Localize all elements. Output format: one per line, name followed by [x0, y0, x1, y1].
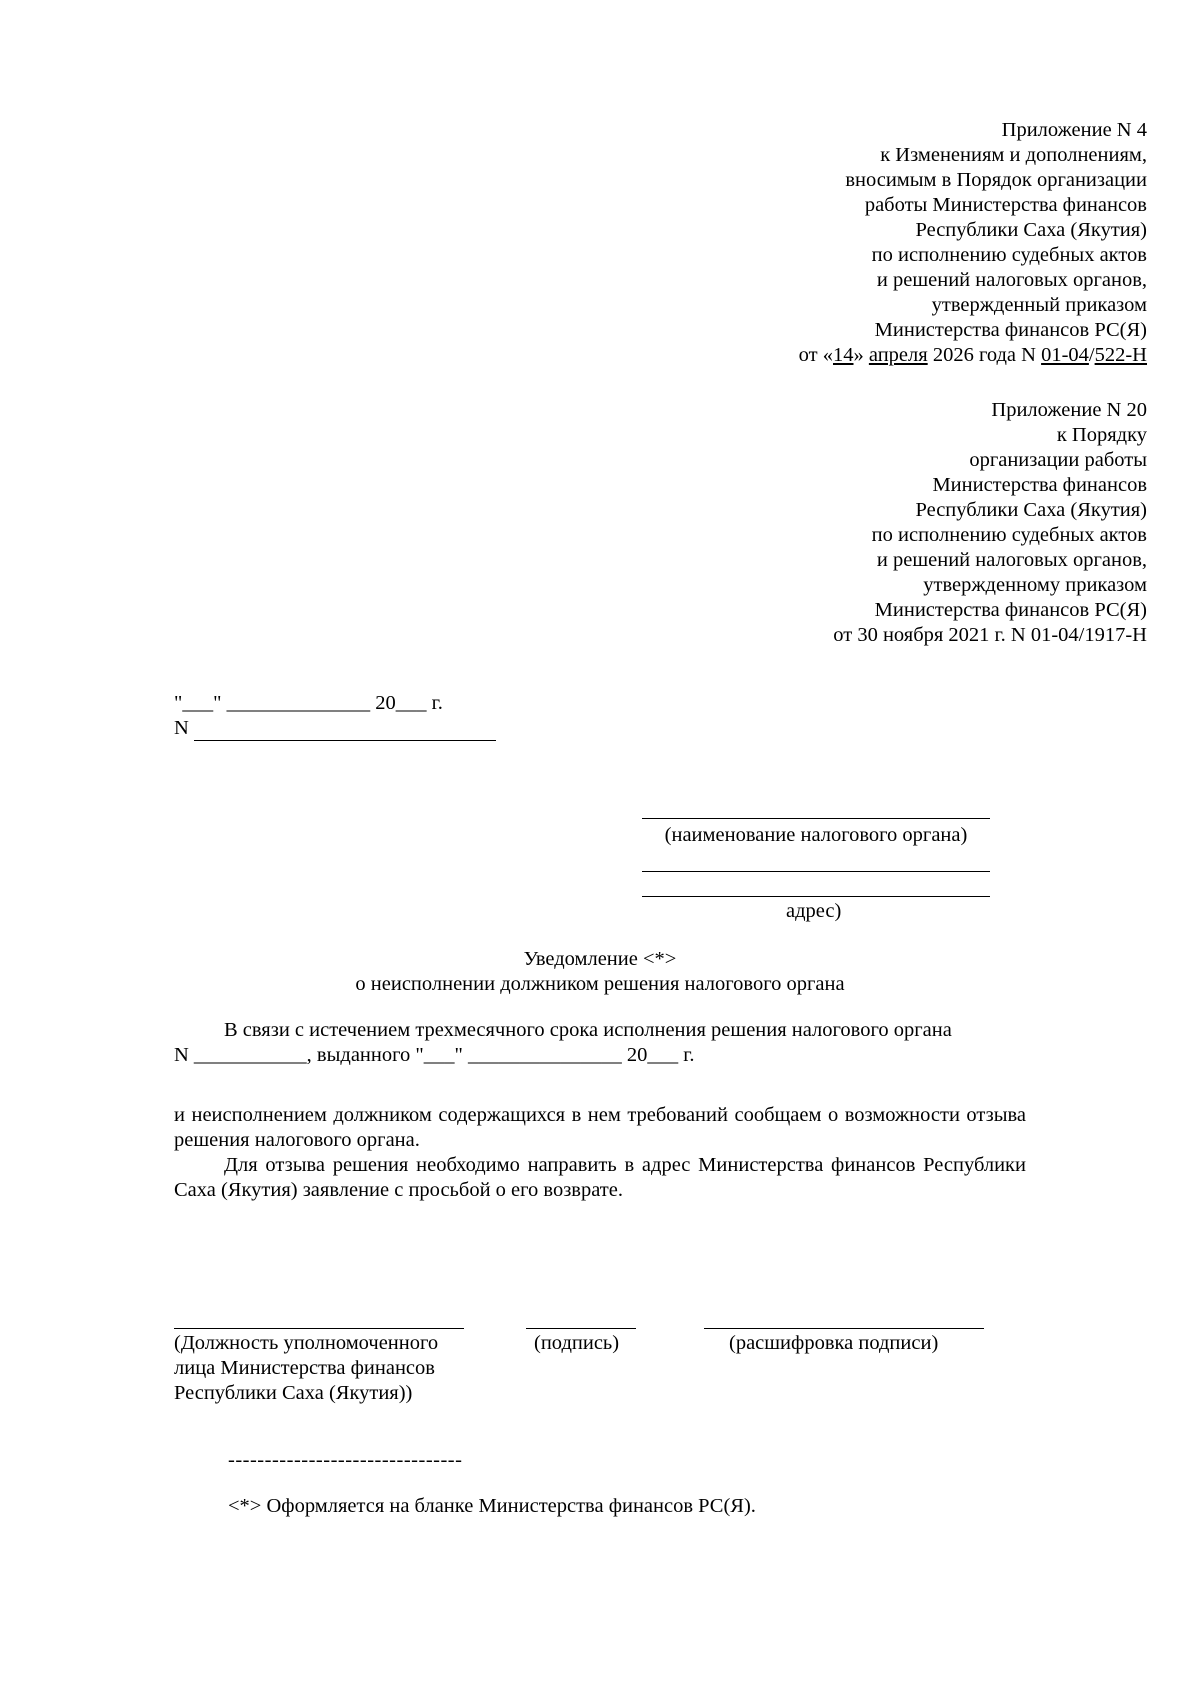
- date-mid: »: [853, 344, 869, 366]
- appendix-4-line-7: и решений налоговых органов,: [876, 269, 1147, 291]
- position-caption-line-3: Республики Саха (Якутия)): [174, 1382, 413, 1404]
- date-year: 2026 года N: [927, 344, 1042, 366]
- order-number-slash: /: [1088, 344, 1095, 366]
- appendix-20-line-6: по исполнению судебных актов: [871, 524, 1147, 546]
- appendix-20-line-10: от 30 ноября 2021 г. N 01-04/1917-Н: [833, 624, 1147, 646]
- position-caption: [174, 1331, 438, 1406]
- footnote-text: <*> Оформляется на бланке Министерства финансов РС(Я).: [228, 1495, 756, 1517]
- appendix-20-line-7: и решений налоговых органов,: [876, 549, 1147, 571]
- notice-para2: и неисполнением должником содержащихся в нем требований сообщаем о возможности отзыва решения налогового органа.: [174, 1104, 1026, 1151]
- appendix-20-line-1: Приложение N 20: [991, 399, 1147, 421]
- tax-authority-address-rule-1: [642, 871, 990, 872]
- notice-para1-line2: N ___________, выданного "___" _______________ 20___ г.: [174, 1044, 695, 1066]
- notice-subtitle: о неисполнении должником решения налогового органа: [355, 973, 845, 995]
- outgoing-number-label: N: [174, 717, 189, 739]
- tax-authority-address-caption: адрес): [786, 900, 842, 922]
- outgoing-date-line: "___" ______________ 20___ г.: [174, 692, 443, 714]
- appendix-20-header: [833, 398, 1147, 648]
- appendix-20-line-3: организации работы: [969, 449, 1147, 471]
- appendix-4-date-line: [799, 343, 1147, 368]
- appendix-4-line-3: вносимым в Порядок организации: [845, 169, 1147, 191]
- appendix-4-line-2: к Изменениям и дополнениям,: [880, 144, 1147, 166]
- appendix-20-line-5: Республики Саха (Якутия): [915, 499, 1147, 521]
- date-month: апреля: [868, 344, 928, 366]
- order-number-part1: 01-04: [1041, 344, 1089, 366]
- tax-authority-name-rule: [642, 818, 990, 819]
- appendix-4-header: [799, 118, 1147, 368]
- tax-authority-address-rule-2: [642, 896, 990, 897]
- notice-para1-line1: В связи с истечением трехмесячного срока исполнения решения налогового органа: [224, 1019, 952, 1041]
- signature-rule: [526, 1328, 636, 1329]
- appendix-4-line-8: утвержденный приказом: [931, 294, 1147, 316]
- date-day: 14: [833, 344, 854, 366]
- notice-para3: Для отзыва решения необходимо направить в адрес Министерства финансов Республики Саха (Якутия) заявление с просьбой о его возврате.: [174, 1154, 1026, 1201]
- signature-caption: (подпись): [534, 1332, 620, 1354]
- footnote-separator: --------------------------------: [228, 1449, 463, 1471]
- signature-decoding-rule: [704, 1328, 984, 1329]
- appendix-20-line-4: Министерства финансов: [932, 474, 1147, 496]
- appendix-4-line-9: Министерства финансов РС(Я): [874, 319, 1147, 341]
- appendix-4-line-4: работы Министерства финансов: [864, 194, 1147, 216]
- appendix-20-line-2: к Порядку: [1056, 424, 1147, 446]
- position-caption-line-1: (Должность уполномоченного: [174, 1332, 439, 1354]
- tax-authority-name-caption: (наименование налогового органа): [664, 824, 968, 846]
- signature-decoding-caption: (расшифровка подписи): [729, 1332, 939, 1354]
- appendix-4-line-5: Республики Саха (Якутия): [915, 219, 1147, 241]
- appendix-4-line-6: по исполнению судебных актов: [871, 244, 1147, 266]
- position-caption-line-2: лица Министерства финансов: [174, 1357, 435, 1379]
- order-number-part2: 522-Н: [1094, 344, 1147, 366]
- outgoing-number-rule: [194, 740, 496, 741]
- appendix-4-line-1: Приложение N 4: [1001, 119, 1147, 141]
- position-rule: [174, 1328, 464, 1329]
- notice-title: Уведомление <*>: [523, 948, 677, 970]
- appendix-20-line-8: утвержденному приказом: [923, 574, 1147, 596]
- appendix-20-line-9: Министерства финансов РС(Я): [874, 599, 1147, 621]
- date-prefix: от «: [798, 344, 833, 366]
